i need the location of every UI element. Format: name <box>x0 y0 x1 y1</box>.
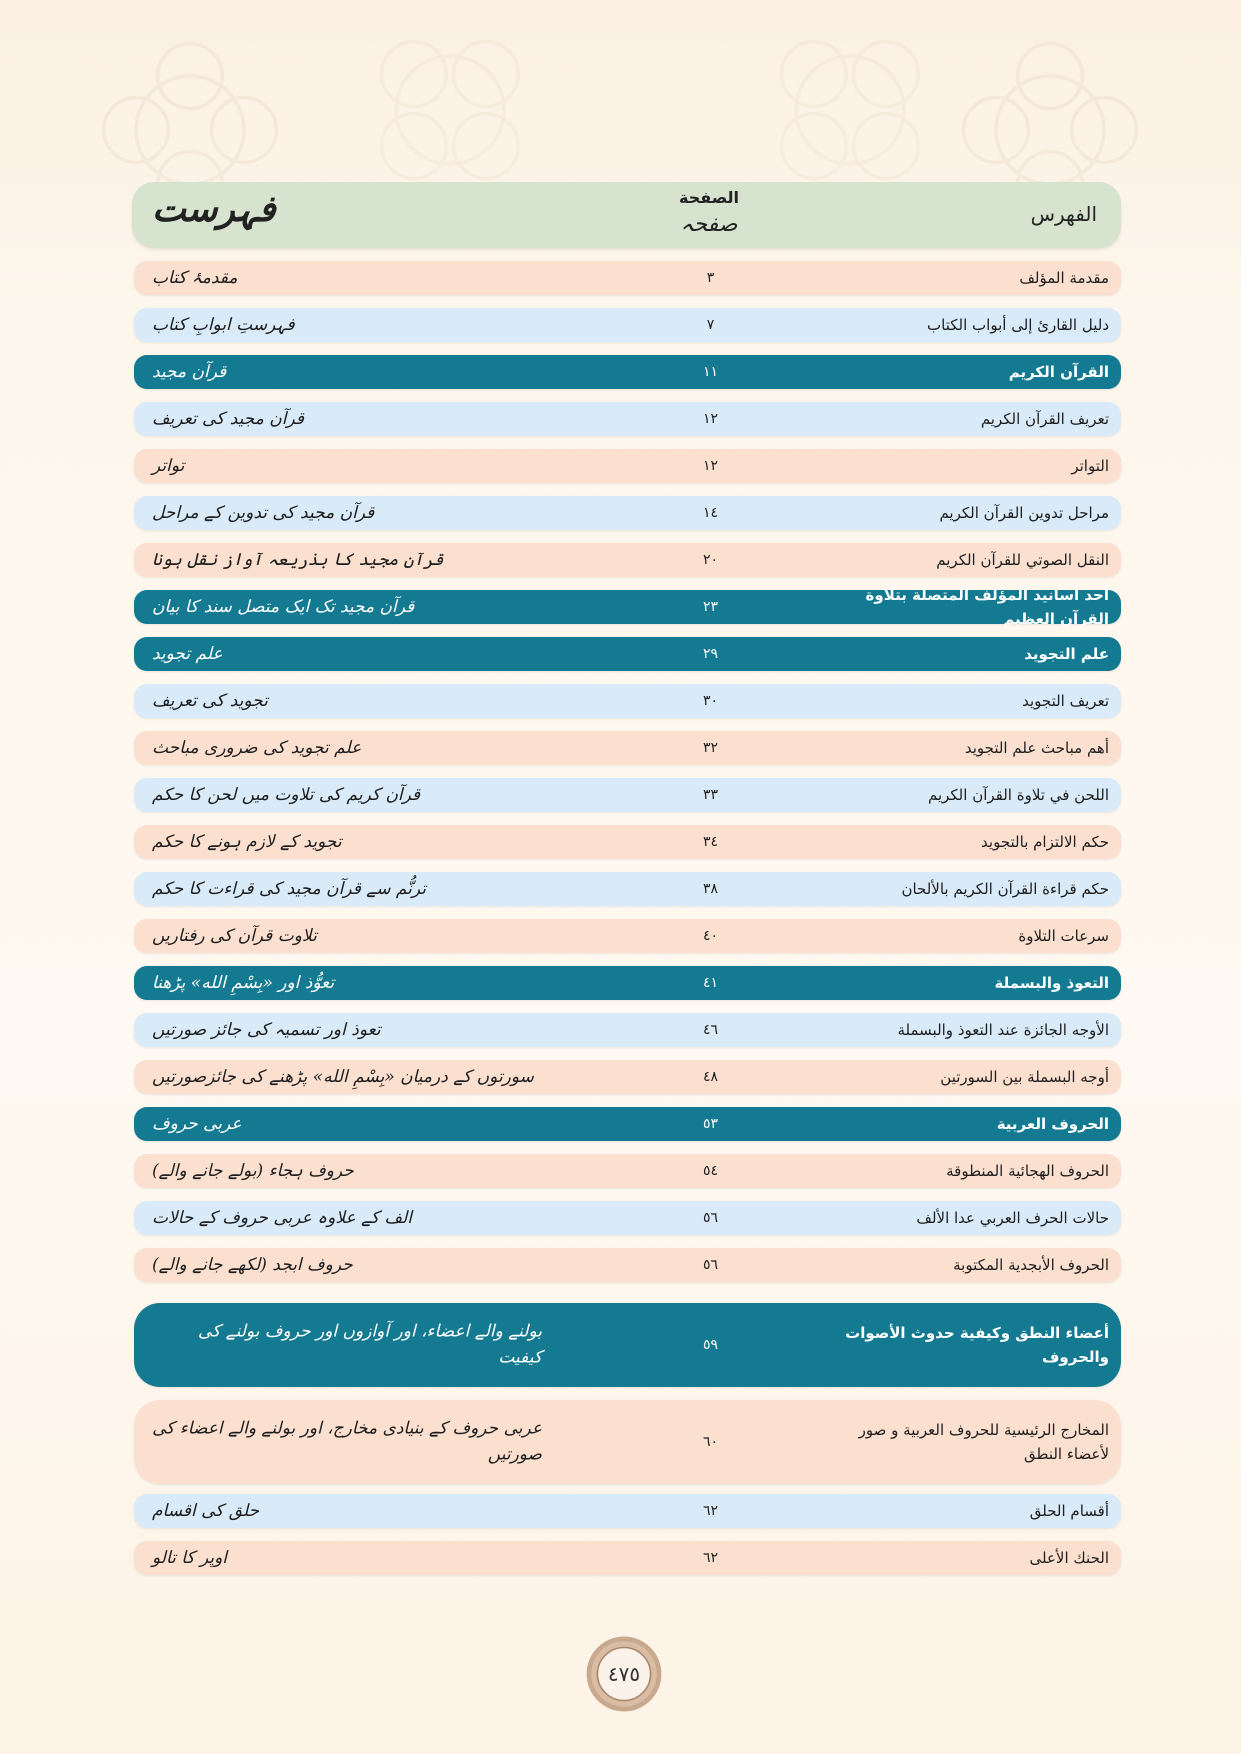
index-entry-row[interactable] <box>134 402 1121 436</box>
entry-page-number: ٦٢ <box>702 1550 719 1566</box>
entry-page-number: ٥٩ <box>702 1337 719 1353</box>
urdu-entry-title: تلاوت قرآن کی رفتاریں <box>152 925 317 946</box>
arabic-entry-title: النقل الصوتي للقرآن الكريم <box>936 551 1109 569</box>
page-label-arabic: الصفحة <box>678 188 739 207</box>
urdu-entry-title: عربی حروف <box>152 1113 242 1134</box>
entry-page-number: ١٢ <box>702 458 719 474</box>
arabic-entry-title: تعريف القرآن الكريم <box>980 410 1109 428</box>
urdu-entry-title: اوپر کا تالو <box>152 1547 227 1568</box>
urdu-entry-title: علم تجوید <box>152 643 223 664</box>
arabic-entry-title: مراحل تدوين القرآن الكريم <box>939 504 1109 522</box>
arabic-entry-title: أعضاء النطق وكيفية حدوث الأصوات والحروف <box>845 1324 1109 1366</box>
entry-page-number: ٤٨ <box>702 1069 719 1085</box>
arabic-title: الفهرس <box>1030 202 1097 226</box>
arabic-entry-title: أوجه البسملة بين السورتين <box>940 1068 1109 1086</box>
index-entry-row[interactable] <box>134 1154 1121 1188</box>
entry-page-number: ٣٢ <box>702 740 719 756</box>
arabic-entry-title: أحد أسانيد المؤلف المتصلة بتلاوة القرآن العظيم <box>865 586 1109 628</box>
arabic-entry-title: حالات الحرف العربي عدا الألف <box>916 1209 1109 1227</box>
arabic-entry-title: دليل القارئ إلى أبواب الكتاب <box>927 316 1109 334</box>
entry-page-number: ٣٨ <box>702 881 719 897</box>
urdu-title: فہرست <box>152 188 276 230</box>
arabic-entry-title: مقدمة المؤلف <box>1019 269 1109 287</box>
index-entry-row[interactable] <box>134 1541 1121 1575</box>
entry-page-number: ٣٣ <box>702 787 719 803</box>
entry-page-number: ٣٤ <box>702 834 719 850</box>
arabic-entry-title: سرعات التلاوة <box>1018 927 1109 945</box>
urdu-entry-title: قرآن مجید تک ایک متصل سند کا بیان <box>152 596 415 617</box>
index-entry-row[interactable] <box>134 308 1121 342</box>
arabic-entry-title: التعوذ والبسملة <box>994 974 1109 992</box>
index-entry-row[interactable] <box>134 825 1121 859</box>
index-entry-row[interactable] <box>134 1060 1121 1094</box>
index-entry-row[interactable] <box>134 919 1121 953</box>
arabic-entry-title: أهم مباحث علم التجويد <box>964 739 1109 757</box>
arabic-entry-title: تعريف التجويد <box>1022 692 1109 710</box>
urdu-entry-title: علم تجوید کی ضروری مباحث <box>152 737 362 758</box>
index-entry-row[interactable] <box>134 1013 1121 1047</box>
index-header <box>132 182 1121 248</box>
page-label-urdu: صفحہ <box>680 212 738 237</box>
index-entry-row[interactable] <box>134 1494 1121 1528</box>
urdu-entry-title: تواتر <box>152 455 185 476</box>
section-heading-row[interactable] <box>134 1303 1121 1387</box>
entry-page-number: ٢٩ <box>702 646 719 662</box>
entry-page-number: ٦٠ <box>702 1434 719 1450</box>
urdu-entry-title: الف کے علاوہ عربی حروف کے حالات <box>152 1207 413 1228</box>
arabic-entry-title: الأوجه الجائزة عند التعوذ والبسملة <box>897 1021 1109 1039</box>
index-entry-row[interactable] <box>134 496 1121 530</box>
entry-page-number: ٤١ <box>702 975 719 991</box>
entry-page-number: ١١ <box>702 364 719 380</box>
urdu-entry-title: تجوید کی تعریف <box>152 690 268 711</box>
entry-page-number: ١٢ <box>702 411 719 427</box>
section-heading-row[interactable] <box>134 586 1121 628</box>
urdu-entry-title: فہرستِ ابوابِ کتاب <box>152 314 295 335</box>
entry-page-number: ١٤ <box>702 505 719 521</box>
index-entry-row[interactable] <box>134 684 1121 718</box>
urdu-entry-title: حلق کی اقسام <box>152 1500 260 1521</box>
index-entry-row[interactable] <box>134 1201 1121 1235</box>
index-entry-row[interactable] <box>134 261 1121 295</box>
ornament-center-left <box>360 20 540 200</box>
entry-page-number: ٤٦ <box>702 1022 719 1038</box>
urdu-entry-title: حروف ابجد (لکھے جانے والے) <box>152 1254 353 1275</box>
entry-page-number: ٤٠ <box>702 928 719 944</box>
section-heading-row[interactable] <box>134 966 1121 1000</box>
index-entry-row[interactable] <box>134 872 1121 906</box>
arabic-entry-title: اللحن في تلاوة القرآن الكريم <box>927 786 1109 804</box>
urdu-entry-title: عربی حروف کے بنیادی مخارج، اور بولنے والے اعضاء کی صورتیں <box>152 1418 542 1465</box>
arabic-entry-title: الحروف الأبجدية المكتوبة <box>953 1256 1109 1274</box>
entry-page-number: ٦٢ <box>702 1503 719 1519</box>
arabic-entry-title: حكم قراءة القرآن الكريم بالألحان <box>901 880 1109 898</box>
section-heading-row[interactable] <box>134 355 1121 389</box>
ornament-center-right <box>760 20 940 200</box>
page-number: ٤٧٥ <box>607 1662 641 1686</box>
urdu-entry-title: بولنے والے اعضاء، اور آوازوں اور حروف بولنے کی کیفیت <box>198 1321 542 1368</box>
index-entry-row[interactable] <box>134 1248 1121 1282</box>
urdu-entry-title: تجوید کے لازم ہونے کا حکم <box>152 831 342 852</box>
urdu-entry-title: قرآن مجید کا بذریعہ آواز نقل ہونا <box>152 549 444 570</box>
arabic-entry-title: الحروف الهجائية المنطوقة <box>946 1162 1109 1180</box>
index-entry-row[interactable] <box>134 543 1121 577</box>
arabic-entry-title: المخارج الرئيسية للحروف العربية و صور لأعضاء النطق <box>858 1421 1109 1463</box>
index-entry-row[interactable] <box>134 731 1121 765</box>
entry-page-number: ٥٦ <box>702 1210 719 1226</box>
arabic-entry-title: الحروف العربية <box>996 1115 1109 1133</box>
arabic-entry-title: التواتر <box>1071 457 1109 475</box>
urdu-entry-title: ترنُّم سے قرآن مجید کی قراءت کا حکم <box>152 878 427 899</box>
entry-page-number: ٣ <box>706 270 715 286</box>
urdu-entry-title: سورتوں کے درمیان «بِسْمِ الله» پڑھنے کی جائزصورتیں <box>152 1066 534 1087</box>
arabic-entry-title: أقسام الحلق <box>1029 1502 1109 1520</box>
entry-page-number: ٥٣ <box>702 1116 719 1132</box>
urdu-entry-title: قرآن کریم کی تلاوت میں لحن کا حکم <box>152 784 421 805</box>
section-heading-row[interactable] <box>134 637 1121 671</box>
arabic-entry-title: الحنك الأعلى <box>1029 1549 1109 1567</box>
entry-page-number: ٥٦ <box>702 1257 719 1273</box>
urdu-entry-title: قرآن مجید کی تدوین کے مراحل <box>152 502 375 523</box>
urdu-entry-title: تعوذ اور تسمیہ کی جائز صورتیں <box>152 1019 381 1040</box>
entry-page-number: ٢٠ <box>702 552 719 568</box>
arabic-entry-title: حكم الالتزام بالتجويد <box>981 833 1109 851</box>
entry-page-number: ٢٣ <box>702 599 719 615</box>
index-entry-row[interactable] <box>134 449 1121 483</box>
index-entry-row[interactable] <box>134 1400 1121 1484</box>
urdu-entry-title: مقدمۂ کتاب <box>152 267 238 288</box>
urdu-entry-title: حروف ہجاء (بولے جانے والے) <box>152 1160 354 1181</box>
entry-page-number: ٣٠ <box>702 693 719 709</box>
urdu-entry-title: تعوُّذ اور «بِسْمِ الله» پڑھنا <box>152 972 335 993</box>
arabic-entry-title: علم التجويد <box>1024 645 1109 663</box>
entry-page-number: ٧ <box>706 317 715 333</box>
urdu-entry-title: قرآن مجید <box>152 361 227 382</box>
index-entry-row[interactable] <box>134 778 1121 812</box>
arabic-entry-title: القرآن الكريم <box>1008 363 1109 381</box>
urdu-entry-title: قرآن مجید کی تعریف <box>152 408 304 429</box>
section-heading-row[interactable] <box>134 1107 1121 1141</box>
entry-page-number: ٥٤ <box>702 1163 719 1179</box>
